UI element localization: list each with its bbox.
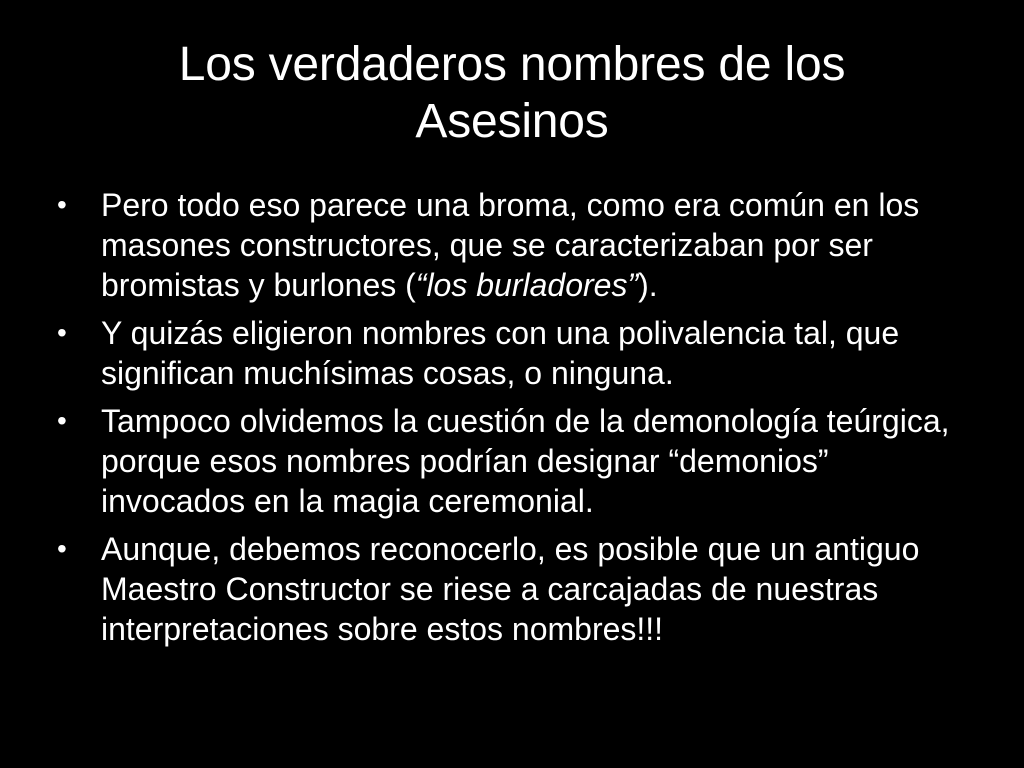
bullet-text-part: Pero todo eso parece una broma, como era común en los masones constructores, que se caracterizaban por ser bromistas y burlones ( bbox=[101, 187, 920, 303]
bullet-item-3 bbox=[57, 401, 981, 521]
bullet-list bbox=[57, 185, 981, 657]
slide-title-line-1: Los verdaderos nombres de los bbox=[178, 38, 846, 91]
bullet-text: Y quizás eligieron nombres con una polivalencia tal, que significan muchísimas cosas, o ninguna. bbox=[101, 315, 900, 391]
bullet-item-2 bbox=[57, 313, 981, 393]
bullet-item-4 bbox=[57, 529, 981, 649]
bullet-icon: • bbox=[57, 533, 67, 564]
bullet-text-italic: “los burladores” bbox=[415, 267, 639, 303]
bullet-text: Tampoco olvidemos la cuestión de la demonología teúrgica, porque esos nombres podrían designar “demonios” invocados en la magia ceremonial. bbox=[101, 403, 950, 519]
bullet-icon: • bbox=[57, 317, 67, 348]
bullet-icon: • bbox=[57, 189, 67, 220]
slide-title bbox=[60, 36, 964, 150]
bullet-text: Aunque, debemos reconocerlo, es posible que un antiguo Maestro Constructor se riese a carcajadas de nuestras interpretaciones sobre estos nombres!!! bbox=[101, 531, 920, 647]
bullet-item-1 bbox=[57, 185, 981, 305]
slide-title-line-2: Asesinos bbox=[415, 95, 609, 148]
bullet-icon: • bbox=[57, 405, 67, 436]
bullet-text-part: ). bbox=[638, 267, 658, 303]
bullet-text bbox=[101, 187, 919, 303]
